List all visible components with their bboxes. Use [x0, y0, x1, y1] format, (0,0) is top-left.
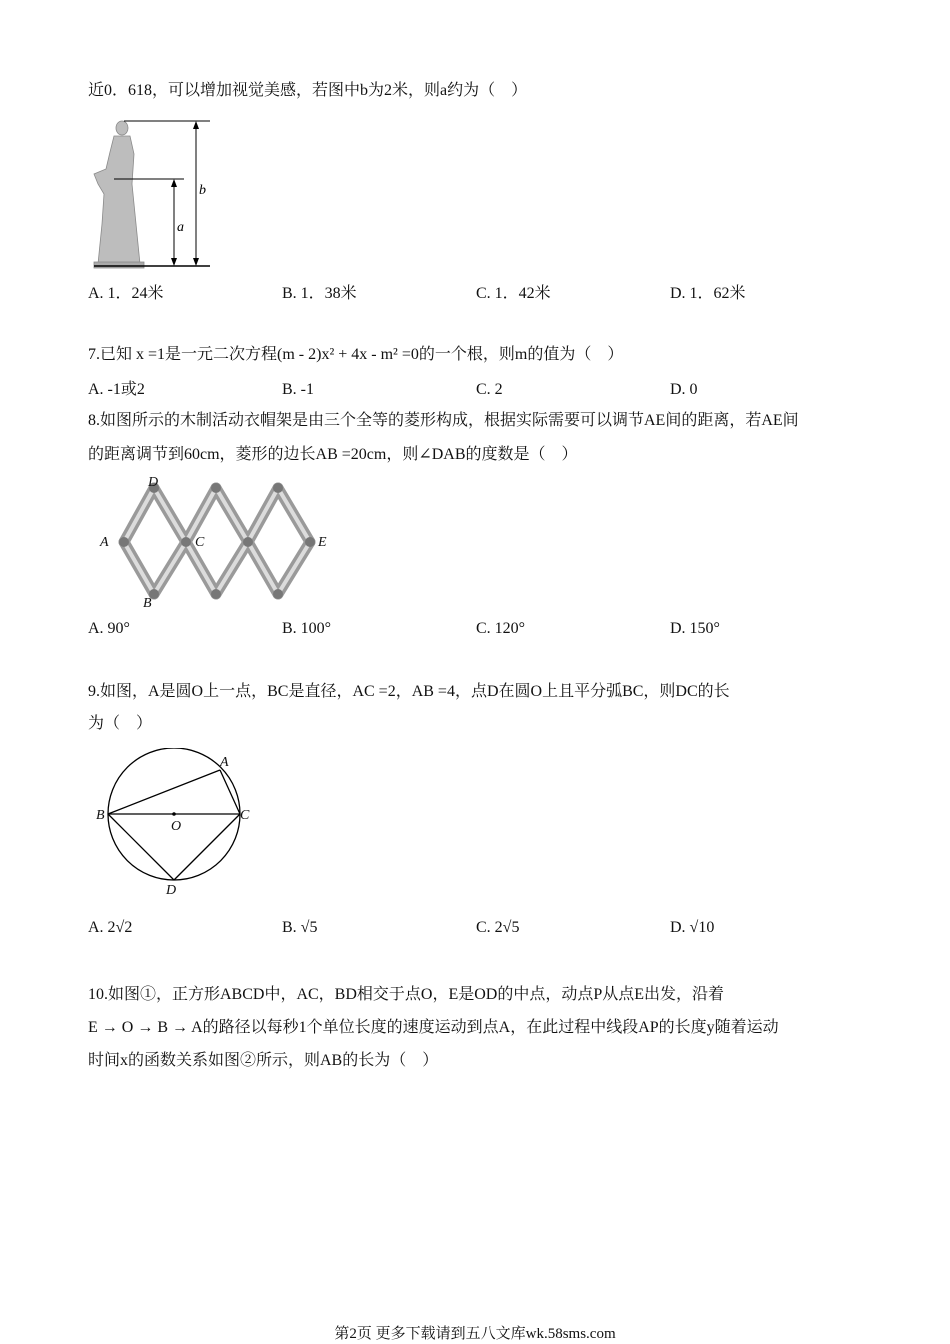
q7-option-b[interactable]: B. -1: [282, 381, 314, 398]
q8-stem-line1: 8.如图所示的木制活动衣帽架是由三个全等的菱形构成，根据实际需要可以调节AE间的距离，若AE间: [88, 412, 799, 429]
q8-option-c[interactable]: C. 120°: [476, 620, 526, 637]
circle-figure: [94, 748, 264, 896]
q9-stem-line2: 为（ ）: [88, 715, 153, 732]
label-O: O: [171, 819, 182, 834]
q9-option-d[interactable]: D. √10: [670, 919, 715, 936]
q9-stem-line1: 9.如图，A是圆O上一点，BC是直径，AC =2，AB =4，点D在圆O上且平分弧BC，则DC的长: [88, 683, 730, 700]
q8-option-a[interactable]: A. 90°: [88, 620, 130, 637]
statue-figure: [84, 114, 214, 270]
q7-option-c[interactable]: C. 2: [476, 381, 503, 398]
label-B: B: [143, 596, 152, 610]
q6-stem: 近0．618，可以增加视觉美感，若图中b为2米，则a约为（ ）: [88, 82, 528, 99]
statue-image: [94, 121, 144, 268]
label-A: A: [220, 755, 229, 770]
q9-option-b[interactable]: B. √5: [282, 919, 318, 936]
coat-rack-figure: [96, 474, 336, 610]
q9-option-c[interactable]: C. 2√5: [476, 919, 520, 936]
label-E: E: [318, 535, 327, 550]
label-A: A: [100, 535, 109, 550]
q10-stem-line2: E → O → B → A的路径以每秒1个单位长度的速度运动到点A，在此过程中线段AP的长度y随着运动: [88, 1019, 779, 1036]
label-a: a: [177, 220, 184, 235]
q7-option-d[interactable]: D. 0: [670, 381, 698, 398]
q6-option-a[interactable]: A. 1．24米: [88, 285, 164, 302]
q10-stem-line1: 10.如图①，正方形ABCD中，AC，BD相交于点O，E是OD的中点，动点P从点E出发，沿着: [88, 986, 725, 1003]
q8-option-b[interactable]: B. 100°: [282, 620, 332, 637]
q6-option-d[interactable]: D. 1．62米: [670, 285, 746, 302]
q8-option-d[interactable]: D. 150°: [670, 620, 720, 637]
q6-option-b[interactable]: B. 1．38米: [282, 285, 357, 302]
label-C: C: [195, 535, 205, 550]
rhombus-bars: [124, 488, 310, 594]
label-B: B: [96, 808, 105, 823]
q10-stem-line3: 时间x的函数关系如图②所示，则AB的长为（ ）: [88, 1052, 439, 1069]
page-footer: 第2页 更多下载请到五八文库wk.58sms.com: [334, 1326, 616, 1342]
q7-option-a[interactable]: A. -1或2: [88, 381, 145, 398]
q9-option-a[interactable]: A. 2√2: [88, 919, 133, 936]
label-D: D: [148, 475, 159, 490]
label-b: b: [199, 183, 206, 198]
q7-stem: 7.已知 x =1是一元二次方程(m - 2)x² + 4x - m² =0的一个根，则m的值为（ ）: [88, 346, 624, 363]
q8-stem-line2: 的距离调节到60cm，菱形的边长AB =20cm，则∠DAB的度数是（ ）: [88, 446, 578, 463]
q6-option-c[interactable]: C. 1．42米: [476, 285, 551, 302]
label-D: D: [166, 883, 177, 896]
label-C: C: [240, 808, 250, 823]
